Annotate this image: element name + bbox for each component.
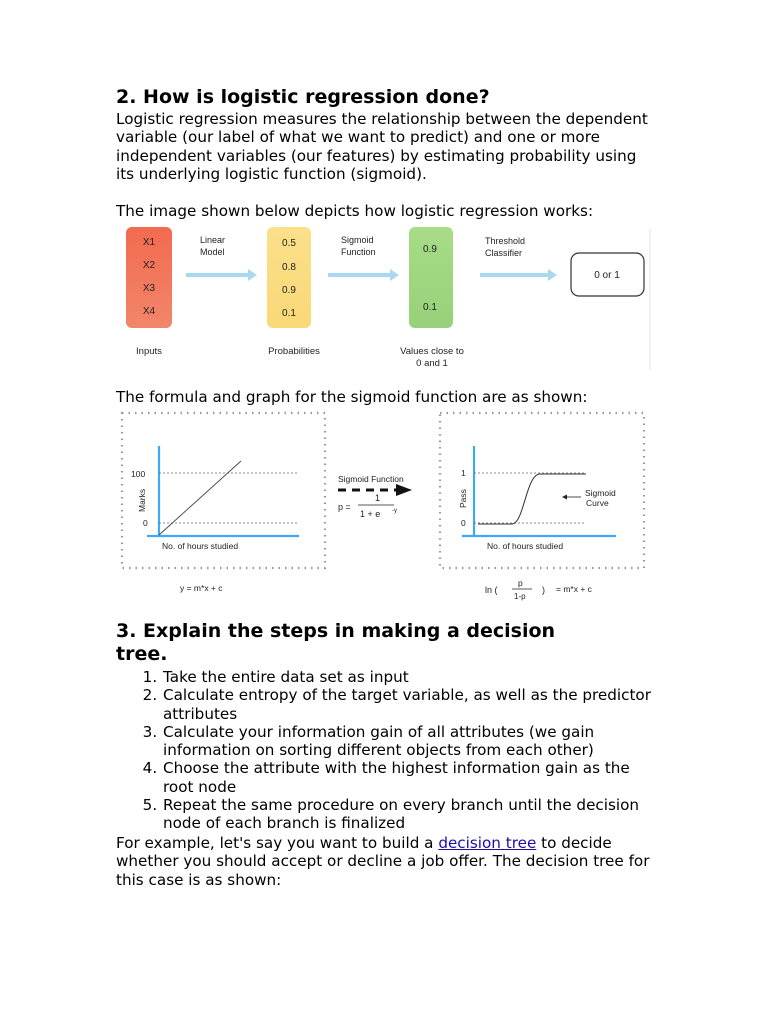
value-high: 0.9 [423, 244, 437, 255]
linear-ylabel: Marks [137, 488, 147, 512]
sigmoid-p-equals: p = [338, 502, 351, 512]
sigmoid-function-label-1: Sigmoid [341, 235, 374, 245]
sigmoid-curve [478, 474, 586, 524]
threshold-label-2: Classifier [485, 248, 523, 258]
list-item: 2. Calculate entropy of the target variable, as well as the predictor attributes [162, 686, 656, 723]
arrow-right-icon [186, 269, 257, 281]
sigmoid-function-title: Sigmoid Function [338, 474, 404, 484]
list-item: 5. Repeat the same procedure on every branch until the decision node of each branch is finalized [162, 796, 656, 833]
probability-1: 0.5 [282, 238, 296, 249]
probabilities-label: Probabilities [268, 346, 320, 357]
probability-2: 0.8 [282, 262, 296, 273]
example-paragraph [116, 834, 656, 889]
linear-formula: y = m*x + c [180, 583, 223, 593]
sigmoid-numerator: 1 [375, 493, 381, 503]
sigmoid-ytick-1: 1 [461, 468, 466, 478]
figure-intro: The image shown below depicts how logistic regression works: [116, 202, 594, 220]
logit-denominator: 1-p [514, 592, 526, 601]
input-x3: X3 [142, 283, 156, 294]
arrow-right-icon [480, 269, 557, 281]
inputs-label: Inputs [136, 346, 162, 357]
section-2-heading: 2. How is logistic regression done? [116, 86, 490, 108]
list-item: 1. Take the entire data set as input [162, 668, 656, 686]
section-3-heading-line-1: 3. Explain the steps in making a decision [116, 620, 556, 642]
logit-numerator: p [518, 578, 523, 588]
list-item: 3. Calculate your information gain of all attributes (we gain information on sorting different objects from each other) [162, 723, 656, 760]
linear-line [159, 461, 241, 535]
logit-close-paren: ) [542, 585, 545, 595]
linear-xlabel: No. of hours studied [162, 541, 239, 551]
input-x2: X2 [142, 260, 156, 271]
input-x4: X4 [142, 306, 156, 317]
sigmoid-figure [116, 408, 656, 604]
list-item: 4. Choose the attribute with the highest information gain as the root node [162, 759, 656, 796]
probability-4: 0.1 [282, 308, 296, 319]
probability-3: 0.9 [282, 285, 296, 296]
sigmoid-ylabel: Pass [458, 489, 468, 508]
linear-model-label-2: Model [200, 247, 225, 257]
decision-tree-steps [116, 668, 656, 833]
logit-ln: ln ( [485, 585, 498, 595]
sigmoid-exponent: -y [392, 508, 397, 514]
threshold-label-1: Threshold [485, 236, 526, 246]
arrow-left-icon [562, 495, 581, 500]
sigmoid-intro: The formula and graph for the sigmoid function are as shown: [116, 388, 588, 406]
sigmoid-xlabel: No. of hours studied [487, 541, 564, 551]
example-text-before: For example, let's say you want to build a [116, 834, 439, 852]
sigmoid-curve-label-2: Curve [586, 498, 609, 508]
values-label-1: Values close to [400, 346, 464, 357]
sigmoid-curve-label-1: Sigmoid [585, 488, 616, 498]
arrow-right-icon [328, 269, 399, 281]
logit-rhs: = m*x + c [556, 584, 592, 594]
linear-ytick-0: 0 [143, 518, 148, 528]
sigmoid-ytick-0: 0 [461, 518, 466, 528]
logistic-regression-diagram [116, 224, 656, 372]
linear-model-label-1: Linear [200, 235, 226, 245]
linear-ytick-100: 100 [131, 469, 146, 479]
sigmoid-denominator: 1 + e [360, 509, 381, 519]
decision-tree-link[interactable]: decision tree [438, 834, 537, 852]
value-low: 0.1 [423, 302, 437, 313]
example-text-after: to decide whether you should accept or decline a job offer. The decision tree for this case is as shown: [116, 834, 650, 889]
section-2-paragraph: Logistic regression measures the relationship between the dependent variable (our label of what we want to predict) and one or more independent variables (our features) by estimating probability using its underlying logistic function (sigmoid). [116, 110, 648, 183]
sigmoid-function-label-2: Function [341, 247, 376, 257]
output-label: 0 or 1 [594, 270, 620, 281]
input-x1: X1 [142, 237, 156, 248]
section-3-heading-line-2: tree. [116, 643, 168, 665]
values-label-2: 0 and 1 [416, 358, 448, 369]
